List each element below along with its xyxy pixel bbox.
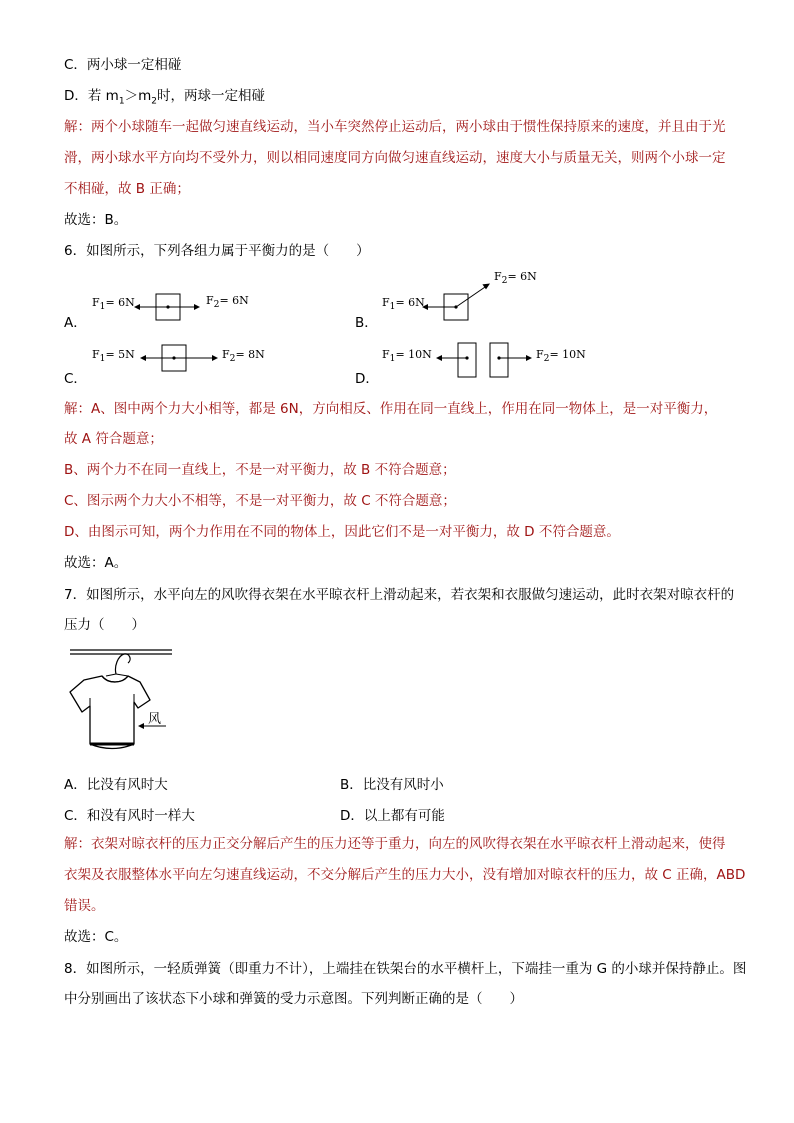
force-label-f1: $F_1= 10N$ (382, 348, 432, 365)
q6-solution-line-2: 故 A 符合题意； (64, 431, 163, 447)
q6-solution-line-5: D、由图示可知，两个力作用在不同的物体上，因此它们不是一对平衡力，故 D 不符合题意。 (64, 524, 620, 540)
q6-option-b-label: B． (355, 315, 378, 331)
q7-option-d: D．以上都有可能 (340, 808, 445, 824)
q6-figure-c (88, 342, 288, 382)
q6-option-c-label: C． (64, 371, 87, 387)
wind-label: 风 (148, 712, 162, 727)
q5-solution-line-1: 解：两个小球随车一起做匀速直线运动，当小车突然停止运动后，两小球由于惯性保持原来的速度，并且由于光 (64, 119, 726, 135)
q6-figure-a (88, 288, 268, 328)
q6-solution-line-1: 解：A、图中两个力大小相等，都是 6N，方向相反、作用在同一直线上，作用在同一物体上，是一对平衡力， (64, 401, 718, 417)
q7-solution-line-1: 解：衣架对晾衣杆的压力正交分解后产生的压力还等于重力，向左的风吹得衣架在水平晾衣杆上滑动起来，使得 (64, 836, 726, 852)
q6-answer: 故选：A。 (64, 555, 128, 571)
force-label-f2: $F_2= 10N$ (536, 348, 586, 365)
shirt-on-rod-illustration (66, 646, 186, 754)
q7-solution-line-3: 错误。 (64, 898, 105, 914)
q8-stem-line-2: 中分别画出了该状态下小球和弹簧的受力示意图。下列判断正确的是（ ） (64, 991, 523, 1007)
force-label-f2: $F_2= 8N$ (222, 348, 265, 365)
q7-answer: 故选：C。 (64, 929, 128, 945)
q6-option-a-label: A． (64, 315, 87, 331)
q7-stem-line-2: 压力（ ） (64, 617, 145, 633)
force-label-f1: $F_1= 6N$ (382, 296, 425, 313)
q5-option-d: D．若 $m_1>m_2$时，两球一定相碰 (64, 88, 265, 107)
q5-answer: 故选：B。 (64, 212, 128, 228)
force-label-f1: $F_1= 6N$ (92, 296, 135, 313)
q5-option-c: C．两小球一定相碰 (64, 57, 182, 73)
q7-option-a: A．比没有风时大 (64, 777, 168, 793)
force-label-f2: $F_2= 6N$ (206, 294, 249, 311)
q7-option-b: B．比没有风时小 (340, 777, 444, 793)
q6-solution-line-3: B、两个力不在同一直线上，不是一对平衡力，故 B 不符合题意； (64, 462, 456, 478)
q6-figure-b (380, 268, 580, 328)
q6-figure-d (380, 342, 600, 382)
q6-option-d-label: D． (355, 371, 379, 387)
q6-solution-line-4: C、图示两个力大小不相等，不是一对平衡力，故 C 不符合题意； (64, 493, 456, 509)
q7-option-c: C．和没有风时一样大 (64, 808, 195, 824)
q7-stem-line-1: 7．如图所示，水平向左的风吹得衣架在水平晾衣杆上滑动起来，若衣架和衣服做匀速运动，此时衣架对晾衣杆的 (64, 587, 735, 603)
force-label-f1: $F_1= 5N$ (92, 348, 135, 365)
q6-stem: 6．如图所示，下列各组力属于平衡力的是（ ） (64, 243, 370, 259)
q7-solution-line-2: 衣架及衣服整体水平向左匀速直线运动，不交分解后产生的压力大小，没有增加对晾衣杆的压力，故 C 正确，ABD (64, 867, 746, 883)
q8-stem-line-1: 8．如图所示，一轻质弹簧（即重力不计），上端挂在铁架台的水平横杆上，下端挂一重为 G 的小球并保持静止。图 (64, 961, 747, 977)
force-label-f2: $F_2= 6N$ (494, 270, 537, 287)
q5-solution-line-2: 滑，两小球水平方向均不受外力，则以相同速度同方向做匀速直线运动，速度大小与质量无关，则两个小球一定 (64, 150, 726, 166)
q7-figure-hanger (66, 646, 186, 754)
q5-solution-line-3: 不相碰，故 B 正确； (64, 181, 190, 197)
